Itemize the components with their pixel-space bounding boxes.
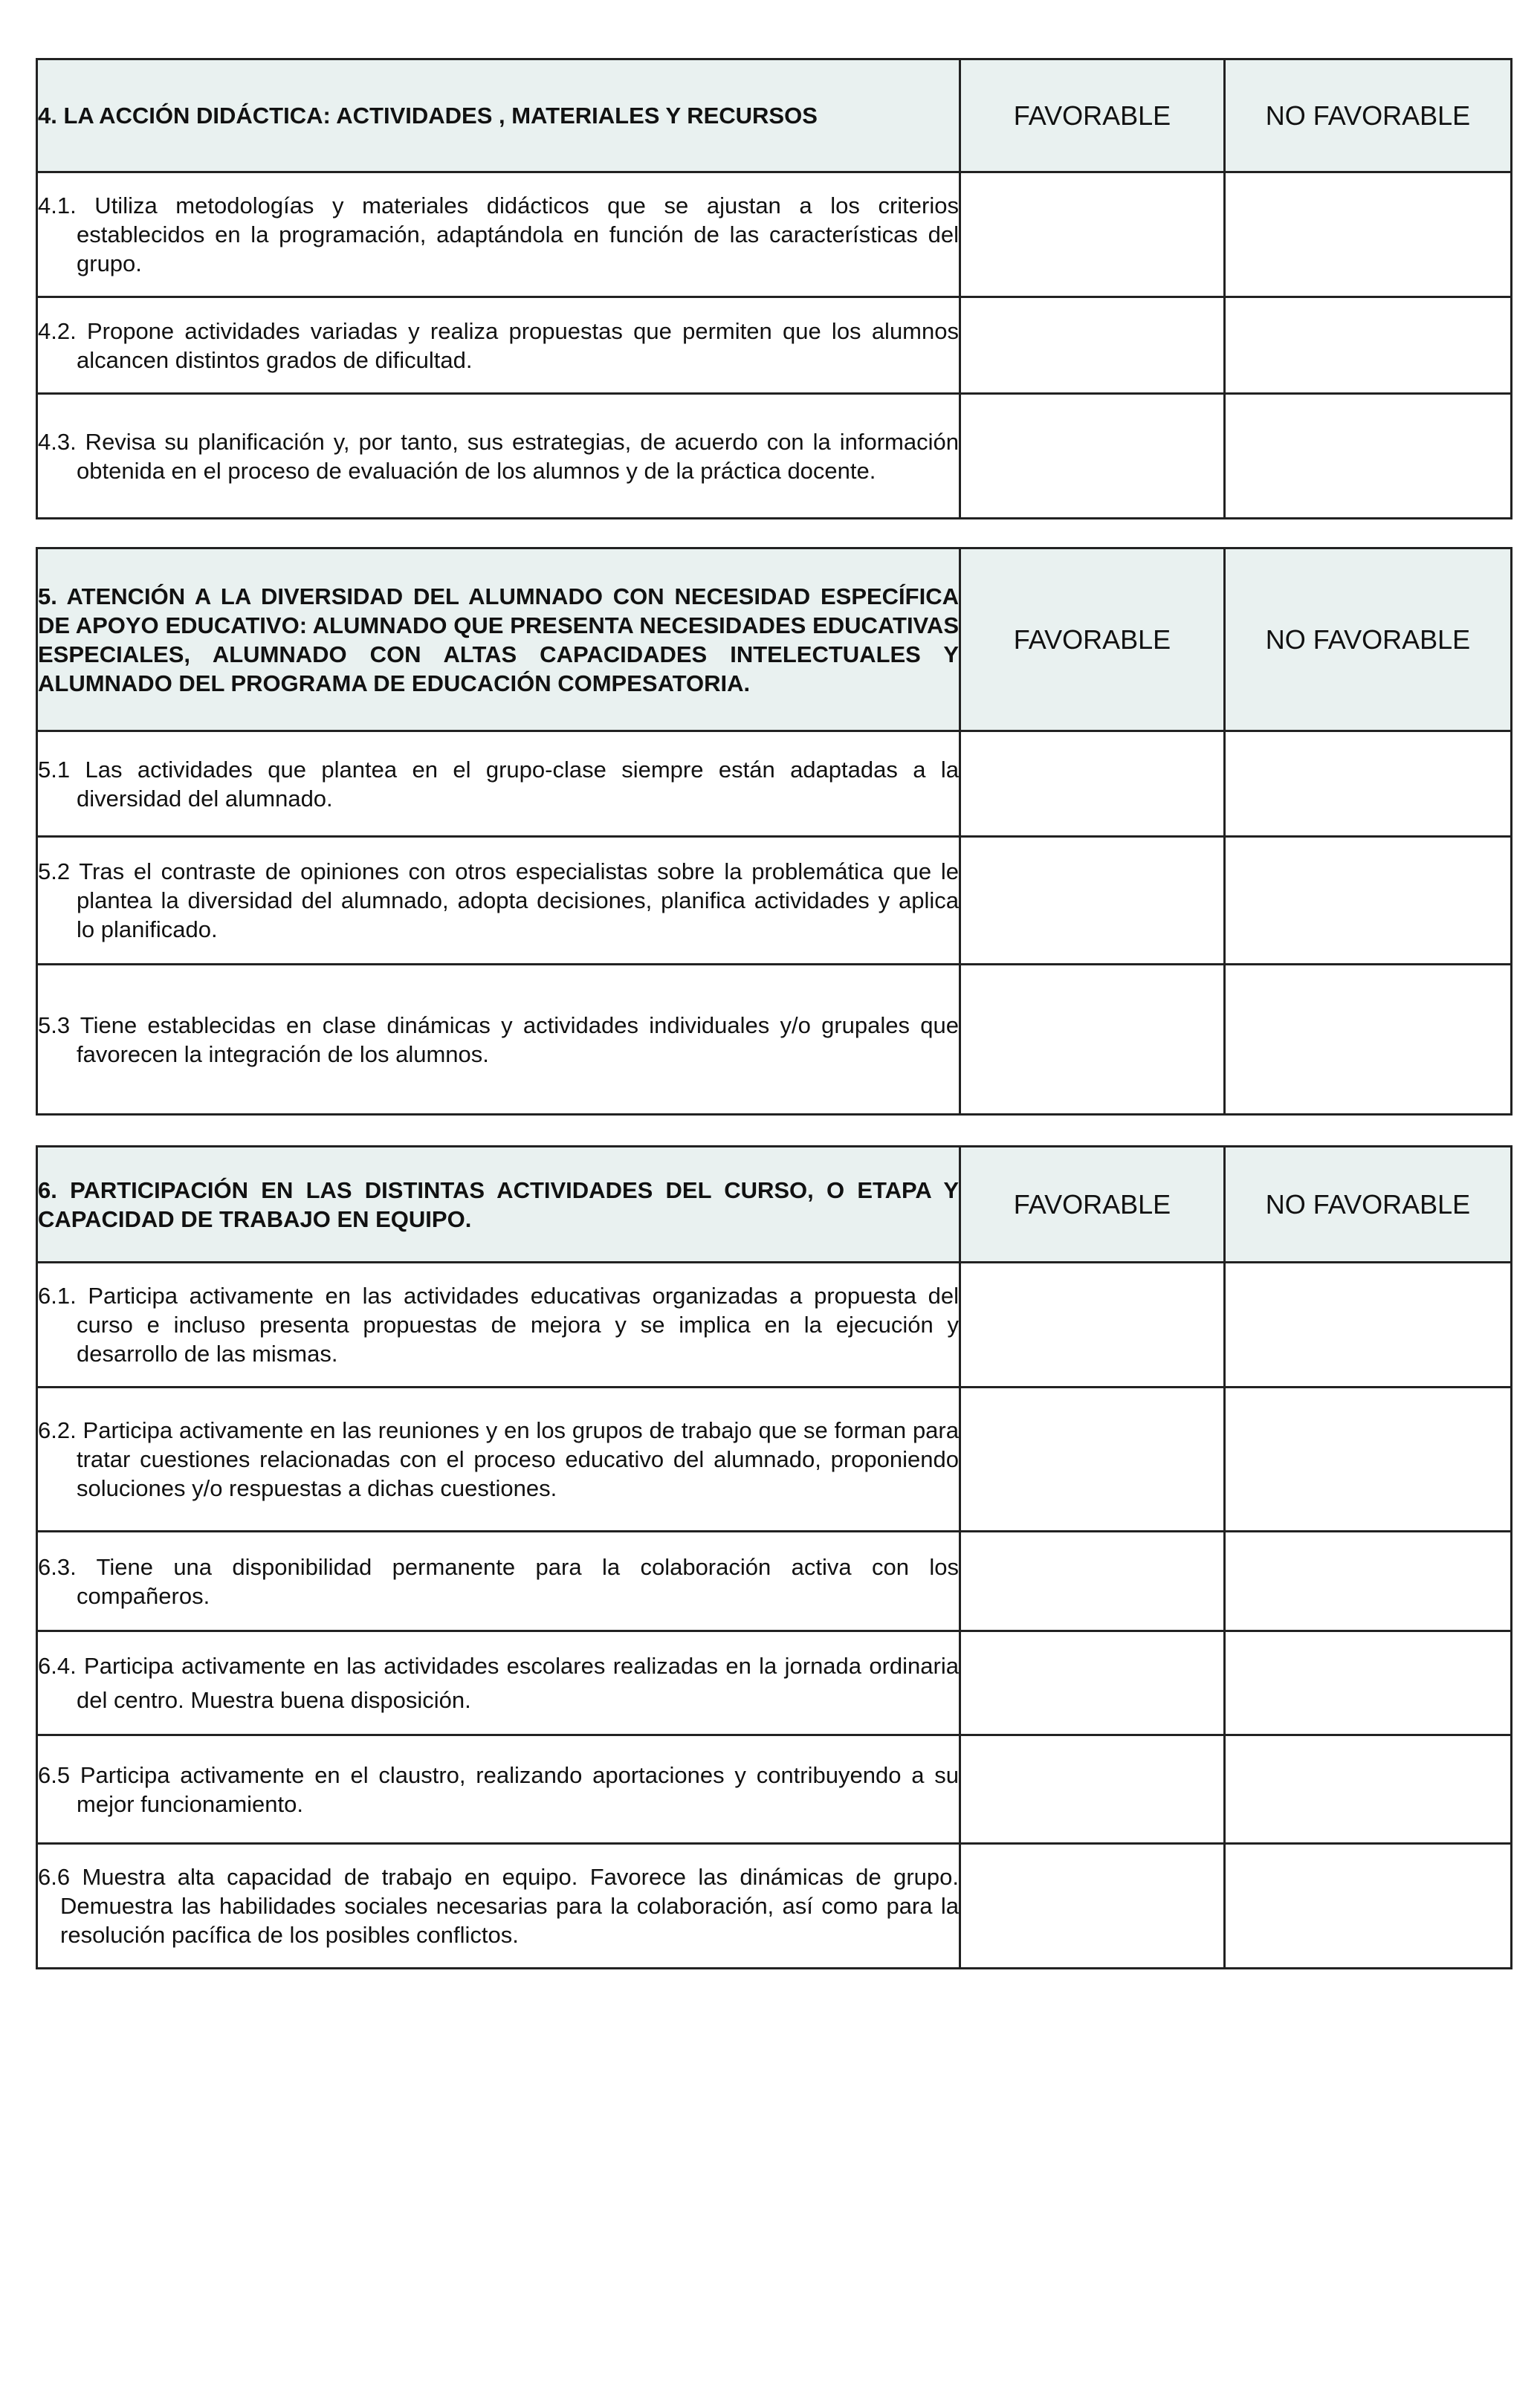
favorable-cell[interactable] <box>960 1388 1225 1532</box>
no-favorable-cell[interactable] <box>1225 1388 1512 1532</box>
table-row <box>37 1631 1512 1735</box>
item-text: 4.3. Revisa su planificación y, por tanto, sus estrategias, de acuerdo con la información obtenida en el proceso de evaluación de los alumnos y de la práctica docente. <box>37 394 960 519</box>
item-text: 6.3. Tiene una disponibilidad permanente para la colaboración activa con los compañeros. <box>37 1532 960 1631</box>
table-row <box>37 394 1512 519</box>
favorable-column-header: FAVORABLE <box>960 1147 1225 1263</box>
section-header-row <box>37 59 1512 172</box>
table-row <box>37 297 1512 394</box>
no-favorable-cell[interactable] <box>1225 965 1512 1115</box>
favorable-cell[interactable] <box>960 172 1225 297</box>
evaluation-table-section-5 <box>36 547 1512 1116</box>
no-favorable-cell[interactable] <box>1225 731 1512 837</box>
item-text: 5.2 Tras el contraste de opiniones con otros especialistas sobre la problemática que le plantea la diversidad del alumnado, adopta decisiones, planifica actividades y aplica lo planificado. <box>37 837 960 965</box>
table-row <box>37 1735 1512 1844</box>
section-title: 6. PARTICIPACIÓN EN LAS DISTINTAS ACTIVIDADES DEL CURSO, O ETAPA Y CAPACIDAD DE TRABAJO EN EQUIPO. <box>37 1147 960 1263</box>
item-text: 5.3 Tiene establecidas en clase dinámicas y actividades individuales y/o grupales que favorecen la integración de los alumnos. <box>37 965 960 1115</box>
table-row <box>37 1263 1512 1388</box>
table-row <box>37 1844 1512 1969</box>
no-favorable-cell[interactable] <box>1225 1844 1512 1969</box>
evaluation-table-section-4 <box>36 58 1512 519</box>
no-favorable-cell[interactable] <box>1225 297 1512 394</box>
item-text: 5.1 Las actividades que plantea en el grupo-clase siempre están adaptadas a la diversidad del alumnado. <box>37 731 960 837</box>
favorable-column-header: FAVORABLE <box>960 548 1225 731</box>
favorable-cell[interactable] <box>960 965 1225 1115</box>
section-title: 4. LA ACCIÓN DIDÁCTICA: ACTIVIDADES , MATERIALES Y RECURSOS <box>37 59 960 172</box>
item-text: 6.1. Participa activamente en las actividades educativas organizadas a propuesta del curso e incluso presenta propuestas de mejora y se implica en la ejecución y desarrollo de las mismas. <box>37 1263 960 1388</box>
no-favorable-column-header: NO FAVORABLE <box>1225 1147 1512 1263</box>
no-favorable-cell[interactable] <box>1225 1735 1512 1844</box>
table-row <box>37 172 1512 297</box>
table-row <box>37 965 1512 1115</box>
favorable-cell[interactable] <box>960 394 1225 519</box>
no-favorable-cell[interactable] <box>1225 394 1512 519</box>
no-favorable-cell[interactable] <box>1225 1263 1512 1388</box>
item-text: 4.2. Propone actividades variadas y realiza propuestas que permiten que los alumnos alcancen distintos grados de dificultad. <box>37 297 960 394</box>
no-favorable-cell[interactable] <box>1225 1631 1512 1735</box>
item-text: 6.5 Participa activamente en el claustro, realizando aportaciones y contribuyendo a su mejor funcionamiento. <box>37 1735 960 1844</box>
section-header-row <box>37 1147 1512 1263</box>
table-row <box>37 731 1512 837</box>
section-header-row <box>37 548 1512 731</box>
no-favorable-cell[interactable] <box>1225 837 1512 965</box>
favorable-cell[interactable] <box>960 1532 1225 1631</box>
item-text: 6.6 Muestra alta capacidad de trabajo en equipo. Favorece las dinámicas de grupo. Demuestra las habilidades sociales necesarias para la colaboración, así como para la resolución pacífica de los posibles conflictos. <box>37 1844 960 1969</box>
favorable-cell[interactable] <box>960 1844 1225 1969</box>
favorable-cell[interactable] <box>960 1735 1225 1844</box>
table-row <box>37 1388 1512 1532</box>
no-favorable-column-header: NO FAVORABLE <box>1225 59 1512 172</box>
no-favorable-column-header: NO FAVORABLE <box>1225 548 1512 731</box>
table-row <box>37 837 1512 965</box>
item-text: 4.1. Utiliza metodologías y materiales didácticos que se ajustan a los criterios establecidos en la programación, adaptándola en función de las características del grupo. <box>37 172 960 297</box>
favorable-cell[interactable] <box>960 297 1225 394</box>
favorable-cell[interactable] <box>960 1631 1225 1735</box>
favorable-cell[interactable] <box>960 837 1225 965</box>
item-text: 6.4. Participa activamente en las actividades escolares realizadas en la jornada ordinaria del centro. Muestra buena disposición. <box>37 1631 960 1735</box>
favorable-column-header: FAVORABLE <box>960 59 1225 172</box>
evaluation-table-section-6 <box>36 1145 1512 1969</box>
section-title: 5. ATENCIÓN A LA DIVERSIDAD DEL ALUMNADO CON NECESIDAD ESPECÍFICA DE APOYO EDUCATIVO: ALUMNADO QUE PRESENTA NECESIDADES EDUCATIVAS ESPECIALES, ALUMNADO CON ALTAS CAPACIDADES INTELECTUALES Y ALUMNADO DEL PROGRAMA DE EDUCACIÓN COMPESATORIA. <box>37 548 960 731</box>
table-row <box>37 1532 1512 1631</box>
item-text: 6.2. Participa activamente en las reuniones y en los grupos de trabajo que se forman para tratar cuestiones relacionadas con el proceso educativo del alumnado, proponiendo soluciones y/o respuestas a dichas cuestiones. <box>37 1388 960 1532</box>
favorable-cell[interactable] <box>960 1263 1225 1388</box>
no-favorable-cell[interactable] <box>1225 1532 1512 1631</box>
no-favorable-cell[interactable] <box>1225 172 1512 297</box>
favorable-cell[interactable] <box>960 731 1225 837</box>
